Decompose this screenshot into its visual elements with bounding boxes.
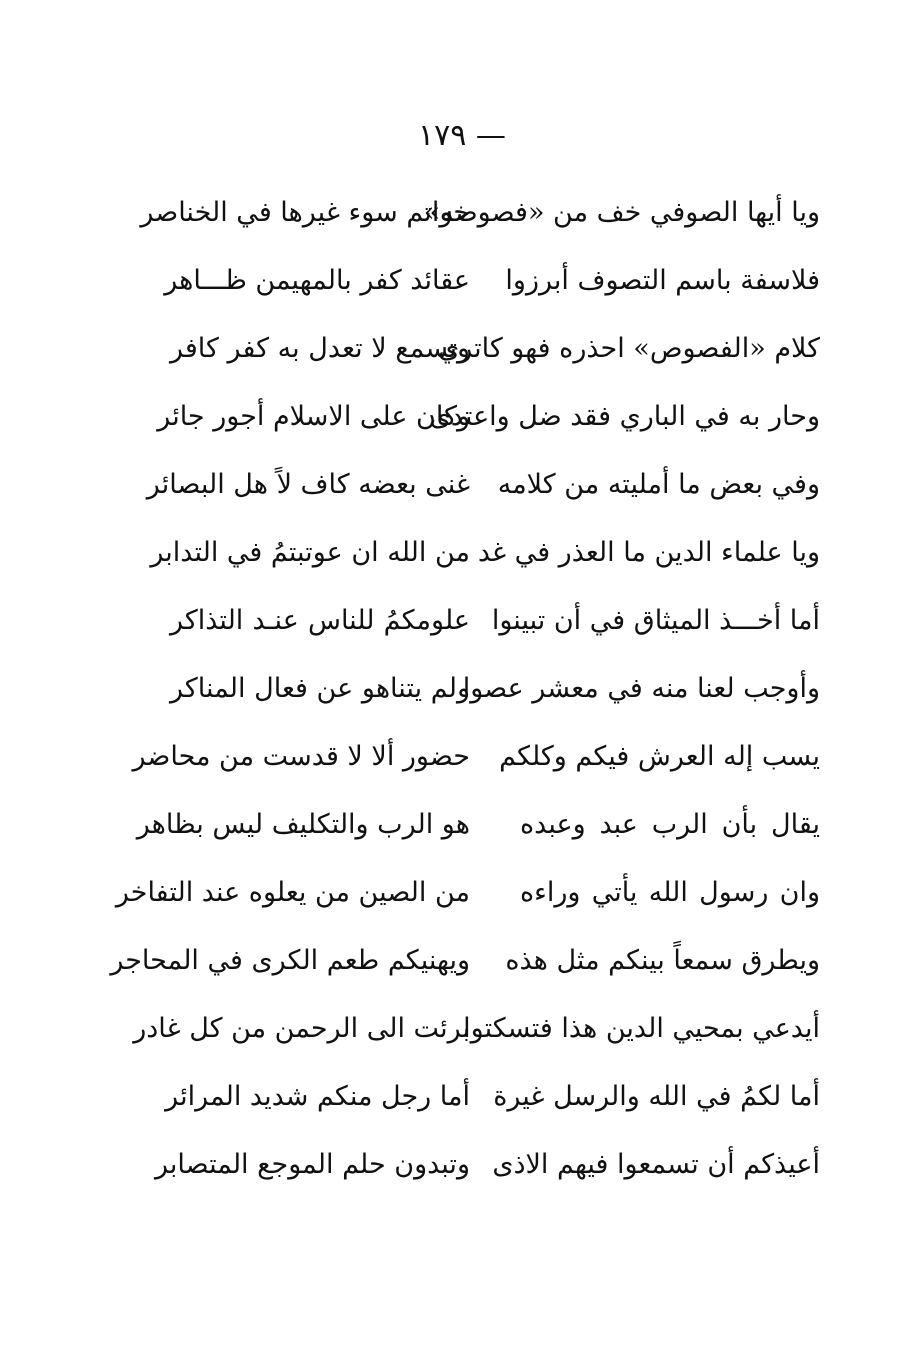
verse-line (170, 654, 820, 722)
verse-second-hemistich: خواتم سوء غيرها في الخناصر (140, 196, 470, 228)
verse-second-hemistich: علومكمُ للناس عنـد التذاكر (170, 604, 470, 636)
verse-first-hemistich: أيدعي بمحيي الدين هذا فتسكتوا (463, 1012, 820, 1044)
verse-first-hemistich: كلام «الفصوص» احذره فهو كاتري (438, 332, 820, 364)
verse-line (170, 314, 820, 382)
verse-first-hemistich: يقال بأن الرب عبد وعبده (520, 808, 820, 840)
verse-line (115, 858, 820, 926)
verse-second-hemistich: وتسمع لا تعدل به كفر كافر (170, 332, 470, 364)
verse-line (170, 586, 820, 654)
verse-second-hemistich: ولم يتناهو عن فعال المناكر (170, 672, 470, 704)
verse-line (155, 1130, 820, 1198)
verse-first-hemistich: أما أخـــذ الميثاق في أن تبينوا (491, 604, 820, 636)
verse-line (146, 450, 820, 518)
verse-first-hemistich: وفي بعض ما أمليته من كلامه (497, 468, 820, 500)
verse-line (140, 178, 820, 246)
page-number: — ١٧٩ (418, 118, 506, 153)
verse-first-hemistich: وحار به في الباري فقد ضل واعتدى (429, 400, 820, 432)
verse-second-hemistich: غنى بعضه كاف لاً هل البصائر (146, 468, 470, 500)
verse-first-hemistich: ويا أيها الصوفي خف من «فصوصه» (423, 196, 820, 228)
verse-first-hemistich: أما لكمُ في الله والرسل غيرة (493, 1080, 820, 1112)
verse-line (132, 722, 820, 790)
verse-line (165, 1062, 820, 1130)
verse-line (150, 518, 820, 586)
verse-first-hemistich: ويطرق سمعاً بينكم مثل هذه (505, 944, 820, 976)
verse-line (133, 994, 820, 1062)
verse-line (157, 382, 820, 450)
verse-first-hemistich: وأوجب لعنا منه في معشر عصوا (462, 672, 820, 704)
verse-second-hemistich: وكان على الاسلام أجور جائر (157, 400, 470, 432)
verse-second-hemistich: وتبدون حلم الموجع المتصابر (155, 1148, 470, 1180)
verse-second-hemistich: أما رجل منكم شديد المرائر (165, 1080, 470, 1112)
verse-line (136, 790, 820, 858)
verse-first-hemistich: وان رسول الله يأتي وراءه (520, 876, 820, 908)
verse-second-hemistich: برئت الى الرحمن من كل غادر (133, 1012, 470, 1044)
verse-second-hemistich: عقائد كفر بالمهيمن ظـــاهر (164, 264, 470, 296)
verse-first-hemistich: أعيذكم أن تسمعوا فيهم الاذى (492, 1148, 820, 1180)
verse-second-hemistich: حضور ألا لا قدست من محاضر (132, 740, 470, 772)
poem (110, 178, 820, 1198)
verse-second-hemistich: من الصين من يعلوه عند التفاخر (115, 876, 470, 908)
verse-first-hemistich: ويا علماء الدين ما العذر في غد (477, 536, 820, 568)
verse-first-hemistich: يسب إله العرش فيكم وكلكم (499, 740, 820, 772)
verse-first-hemistich: فلاسفة باسم التصوف أبرزوا (505, 264, 820, 296)
verse-second-hemistich: من الله ان عوتبتمُ في التدابر (150, 536, 470, 568)
verse-line (110, 926, 820, 994)
verse-second-hemistich: هو الرب والتكليف ليس بظاهر (136, 808, 470, 840)
verse-line (164, 246, 820, 314)
verse-second-hemistich: ويهنيكم طعم الكرى في المحاجر (110, 944, 470, 976)
